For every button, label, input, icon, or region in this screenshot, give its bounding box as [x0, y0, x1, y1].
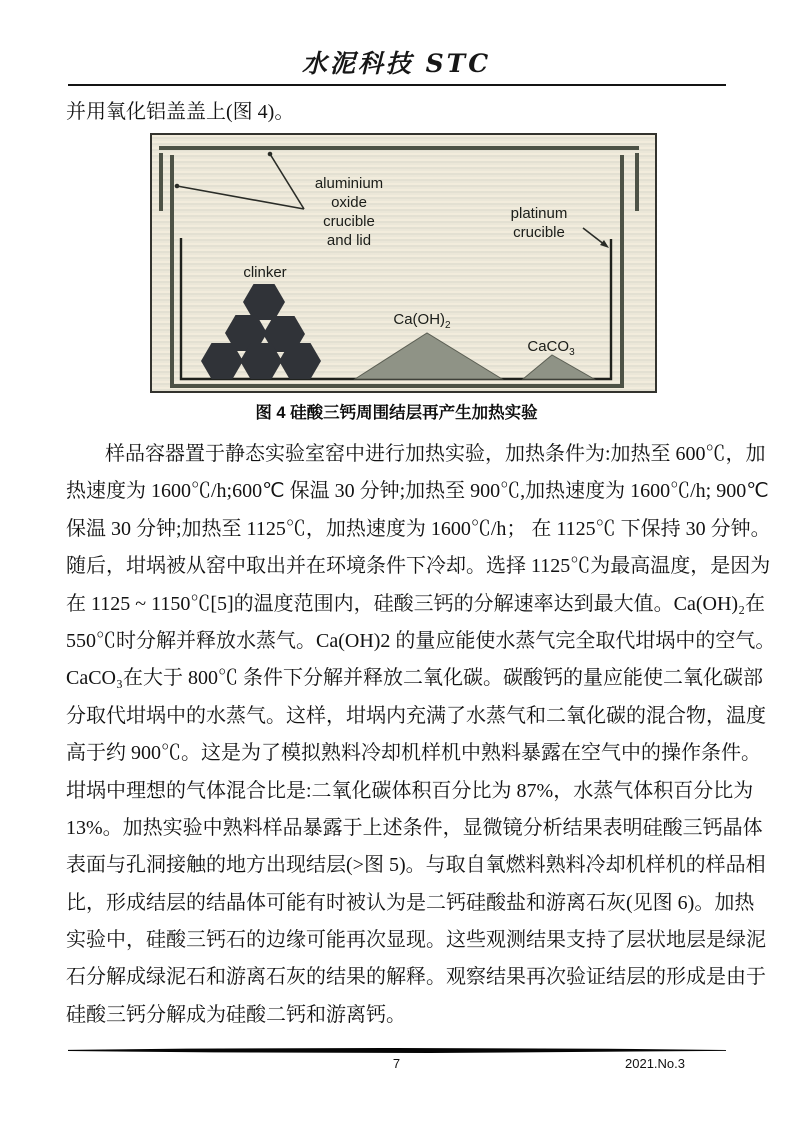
issue-label: 2021.No.3 — [625, 1056, 685, 1071]
body-line: 实验中，硅酸三钙石的边缘可能再次显现。这些观测结果支持了层状地层是绿泥 — [66, 929, 766, 952]
body-line: 表面与孔洞接触的地方出现结层(>图 5)。与取自氧燃料熟料冷却机样机的样品相 — [66, 854, 766, 877]
body-line: 坩埚中理想的气体混合比是:二氧化碳体积百分比为 87%，水蒸气体积百分比为 — [66, 779, 754, 802]
body-line: 高于约 900℃。这是为了模拟熟料冷却机样机中熟料暴露在空气中的操作条件。 — [66, 742, 761, 765]
arrowhead-dot — [175, 184, 180, 189]
journal-title: 水泥科技 STC — [301, 49, 492, 78]
body-line: 比，形成结层的结晶体可能有时被认为是二钙硅酸盐和游离石灰(见图 6)。加热 — [66, 891, 755, 914]
body-line: 550℃时分解并释放水蒸气。Ca(OH)2 的量应能使水蒸气完全取代坩埚中的空气。 — [66, 629, 776, 652]
ca-oh2-pile — [355, 333, 502, 379]
body-line: 在 1125 ~ 1150℃[5]的温度范围内，硅酸三钙的分解速率达到最大值。Ca(OH)₂在 — [66, 592, 766, 615]
label-platinum-crucible: platinum crucible — [510, 205, 568, 241]
body-line: 分取代坩埚中的水蒸气。这样，坩埚内充满了水蒸气和二氧化碳的混合物，温度 — [66, 704, 766, 727]
header-rule — [68, 84, 726, 86]
body-line: 硅酸三钙分解成为硅酸二钙和游离钙。 — [66, 1003, 406, 1026]
body-line: 热速度为 1600℃/h;600℃ 保温 30 分钟;加热至 900℃,加热速度为 1600℃/h; 900℃ — [66, 480, 769, 503]
label-caco3: CaCO$_3$ — [527, 338, 575, 358]
intro-paragraph: 并用氧化铝盖盖上(图 4)。 — [66, 101, 295, 123]
arrowhead-dot — [268, 152, 273, 157]
body-paragraph — [66, 436, 776, 1034]
body-line: 石分解成绿泥石和游离石灰的结果的解释。观察结果再次验证结层的形成是由于 — [66, 966, 766, 989]
label-ca-oh2: $Ca(OH)_2$ — [393, 311, 451, 331]
body-line: 保温 30 分钟;加热至 1125℃，加热速度为 1600℃/h； 在 1125℃ 下保持 30 分钟。 — [66, 517, 771, 540]
body-line: 随后，坩埚被从窑中取出并在环境条件下冷却。选择 1125℃为最高温度，是因为 — [66, 555, 771, 578]
figure-caption: 图 4 硅酸三钙周围结层再产生加热实验 — [255, 404, 538, 422]
body-line: 样品容器置于静态实验室窑中进行加热实验，加热条件为:加热至 600℃，加 — [105, 443, 766, 465]
aluminium-pointer-line-2 — [177, 186, 304, 209]
footer-rule — [68, 1048, 726, 1053]
figure-image — [150, 133, 657, 393]
body-line: 13%。加热实验中熟料样品暴露于上述条件，显微镜分析结果表明硅酸三钙晶体 — [66, 816, 763, 839]
page-number: 7 — [392, 1056, 401, 1071]
body-line: CaCO₃在大于 800℃ 条件下分解并释放二氧化碳。碳酸钙的量应能使二氧化碳部 — [66, 667, 763, 690]
clinker-hexagon — [243, 284, 285, 320]
label-aluminium-oxide-crucible: aluminium oxide crucible and lid — [314, 175, 384, 249]
label-clinker: clinker — [243, 264, 287, 281]
